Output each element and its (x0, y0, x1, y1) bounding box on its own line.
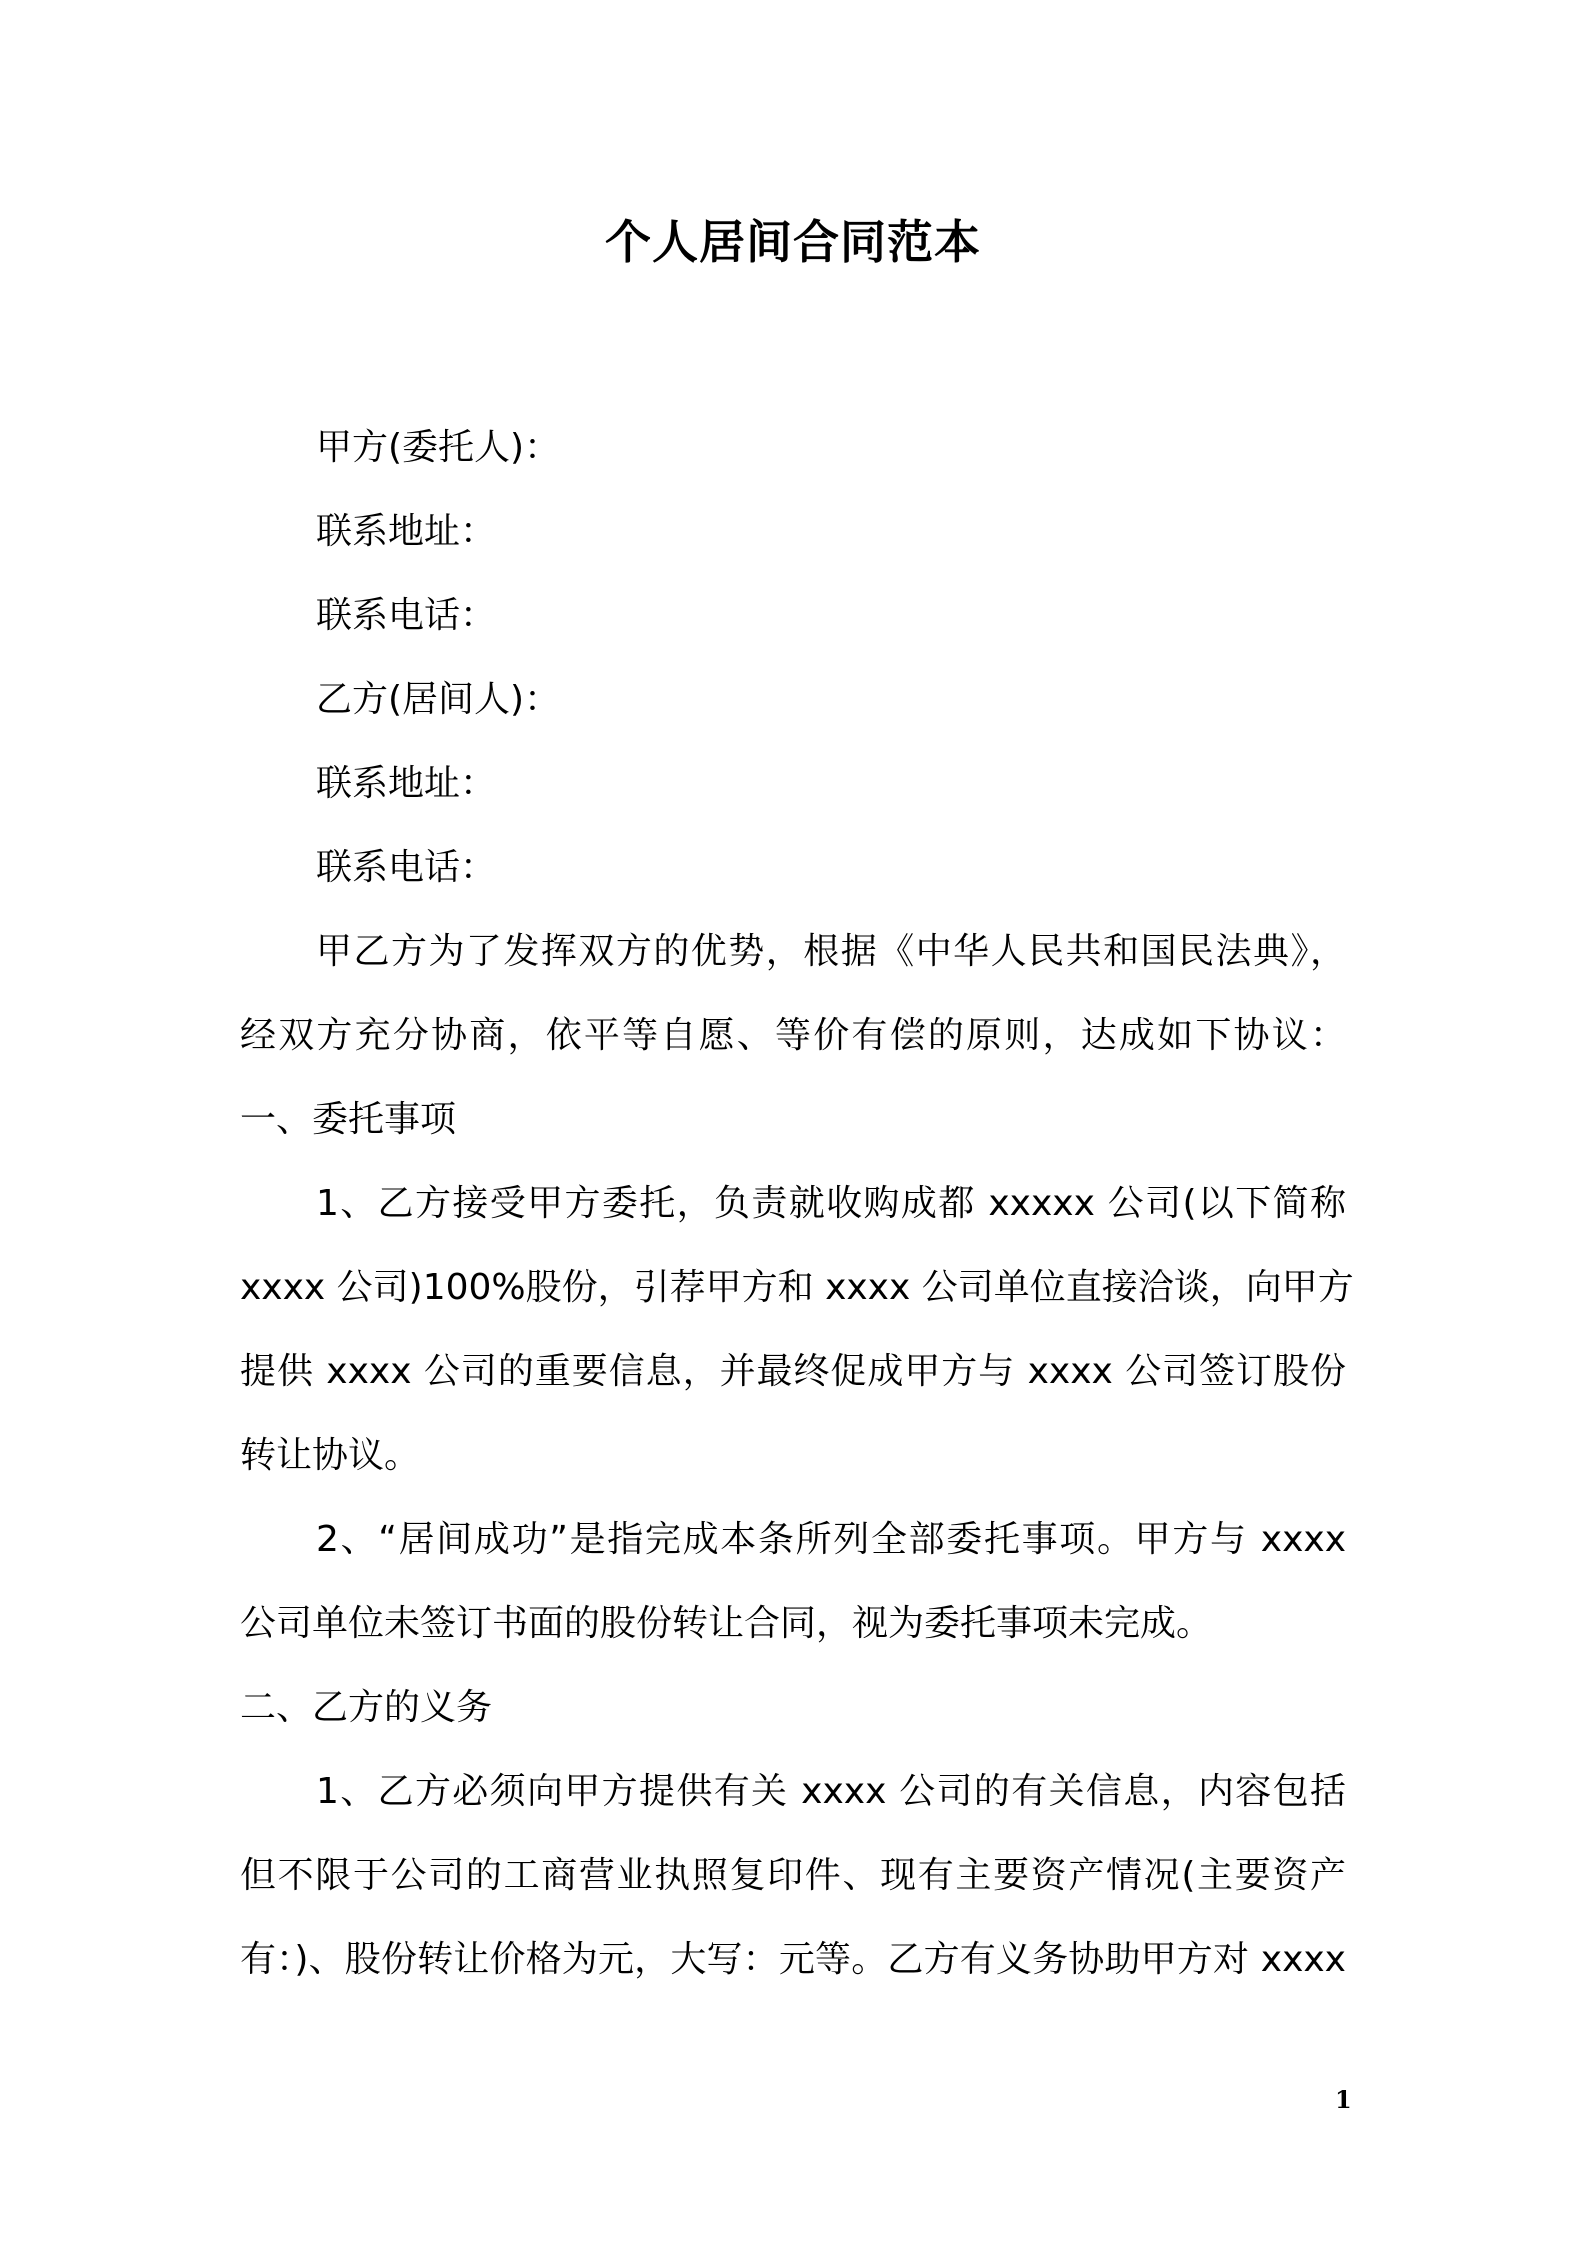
paragraph-line: 转让协议。 (240, 1435, 421, 1476)
page-number: 1 (1335, 2085, 1352, 2114)
party-a-label: 甲方(委托人)： (316, 427, 561, 468)
paragraph-line: 提供 xxxx 公司的重要信息，并最终促成甲方与 xxxx 公司签订股份 (240, 1351, 1346, 1392)
party-a-address: 联系地址： (316, 511, 497, 552)
party-b-phone: 联系电话： (316, 847, 497, 888)
party-b-label: 乙方(居间人)： (316, 679, 561, 720)
intro-line: 甲乙方为了发挥双方的优势，根据《中华人民共和国民法典》， (316, 931, 1346, 972)
paragraph-line: 公司单位未签订书面的股份转让合同，视为委托事项未完成。 (240, 1603, 1213, 1644)
paragraph-line: 有：)、股份转让价格为元，大写：元等。乙方有义务协助甲方对 xxxx (240, 1939, 1346, 1980)
paragraph-line: 1、乙方接受甲方委托，负责就收购成都 xxxxx 公司(以下简称 (316, 1183, 1346, 1224)
paragraph-line: xxxx 公司)100%股份，引荐甲方和 xxxx 公司单位直接洽谈，向甲方 (240, 1267, 1354, 1308)
paragraph-line: 但不限于公司的工商营业执照复印件、现有主要资产情况(主要资产 (240, 1855, 1346, 1896)
intro-line: 经双方充分协商，依平等自愿、等价有偿的原则，达成如下协议： (240, 1015, 1346, 1056)
section-heading: 二、乙方的义务 (240, 1687, 493, 1728)
party-b-address: 联系地址： (316, 763, 497, 804)
document-body (240, 406, 1354, 2002)
party-a-phone: 联系电话： (316, 595, 497, 636)
section-heading: 一、委托事项 (240, 1099, 457, 1140)
document-title: 个人居间合同范本 (605, 215, 981, 269)
paragraph-line: 2、“居间成功”是指完成本条所列全部委托事项。甲方与 xxxx (316, 1519, 1346, 1560)
paragraph-line: 1、乙方必须向甲方提供有关 xxxx 公司的有关信息，内容包括 (316, 1771, 1346, 1812)
